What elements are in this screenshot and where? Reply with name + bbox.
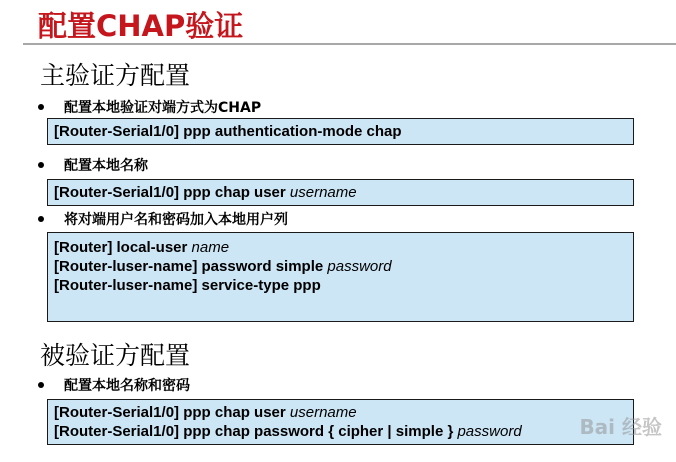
- command-text: [Router-luser-name] password simple: [54, 258, 328, 275]
- command-text: [Router] local-user: [54, 239, 192, 256]
- command-text: [Router-Serial1/0] ppp chap user: [54, 184, 290, 201]
- command-line: [54, 403, 627, 422]
- bullet-item: [38, 155, 148, 175]
- command-text: [Router-Serial1/0] ppp chap user: [54, 404, 290, 421]
- command-argument: name: [191, 239, 230, 256]
- command-box: [47, 399, 634, 445]
- command-text: [Router-Serial1/0] ppp authentication-mode chap: [54, 123, 402, 140]
- bullet-text: 配置本地验证对端方式为CHAP: [64, 100, 262, 116]
- bullet-text: 配置本地名称和密码: [64, 378, 190, 394]
- bullet-item: [38, 97, 261, 117]
- command-box: [47, 118, 634, 145]
- bullet-item: [38, 375, 190, 395]
- command-argument: username: [289, 184, 357, 201]
- section-heading-primary: 主验证方配置: [40, 61, 191, 90]
- section-heading-secondary: 被验证方配置: [40, 341, 191, 370]
- bullet-icon: [38, 104, 44, 110]
- command-line: [54, 422, 627, 441]
- bullet-icon: [38, 162, 44, 168]
- command-text: [Router-Serial1/0] ppp chap password { cipher | simple }: [54, 423, 458, 440]
- command-line: [54, 122, 627, 141]
- bullet-icon: [38, 382, 44, 388]
- command-line: [54, 257, 627, 276]
- command-text: [Router-luser-name] service-type ppp: [54, 277, 321, 294]
- bullet-text: 配置本地名称: [64, 158, 148, 174]
- watermark-logo: Bai 经验: [579, 415, 662, 439]
- bullet-text: 将对端用户名和密码加入本地用户列: [64, 212, 288, 228]
- command-line: [54, 276, 627, 295]
- command-line: [54, 238, 627, 257]
- command-box: [47, 179, 634, 206]
- command-line: [54, 183, 627, 202]
- slide-title: 配置CHAP验证: [38, 9, 244, 43]
- bullet-item: [38, 209, 288, 229]
- title-divider: [23, 43, 676, 45]
- command-argument: username: [289, 404, 357, 421]
- bullet-icon: [38, 216, 44, 222]
- command-box: [47, 232, 634, 322]
- command-argument: password: [327, 258, 392, 275]
- command-argument: password: [457, 423, 522, 440]
